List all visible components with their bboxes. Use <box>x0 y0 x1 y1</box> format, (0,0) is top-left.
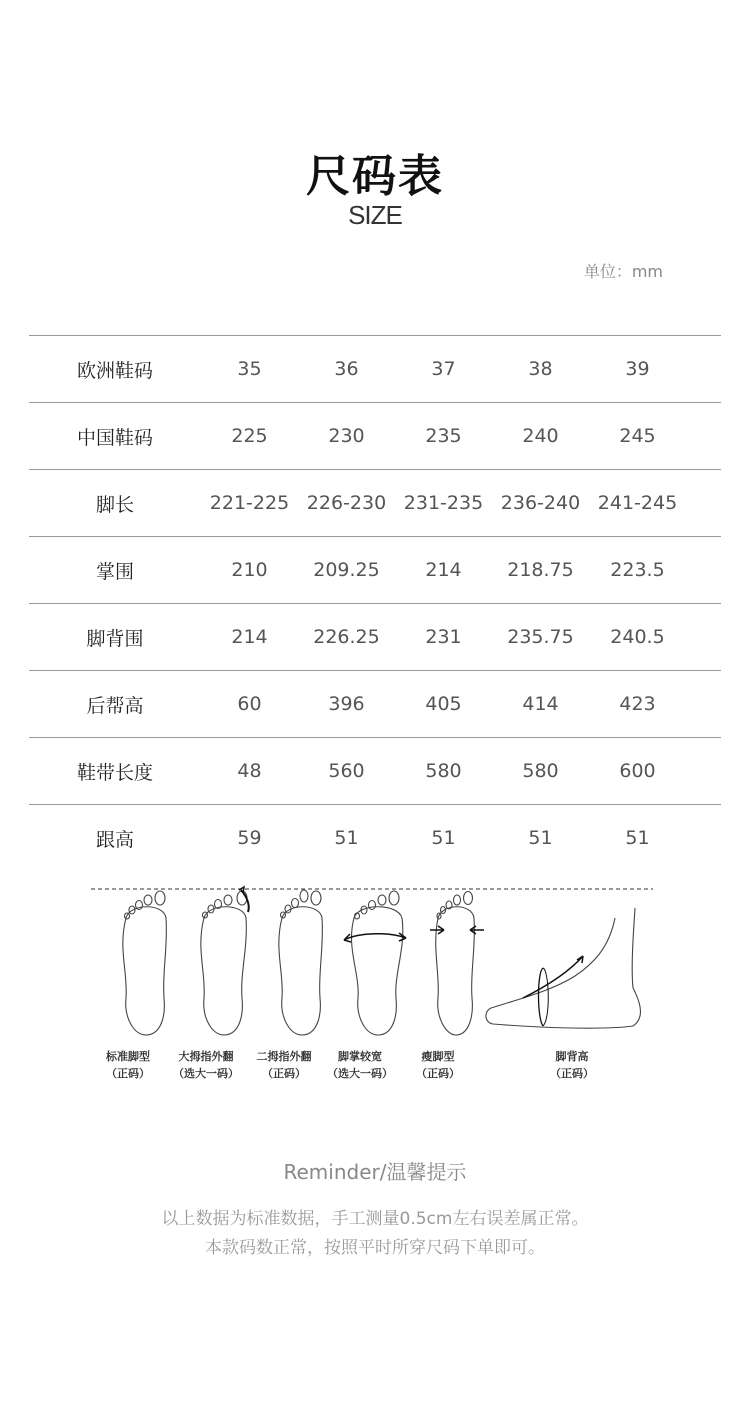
size-value-cell: 51 <box>589 805 686 872</box>
foot-type-name: 标准脚型 <box>106 1050 150 1063</box>
foot-type-illustration <box>88 878 668 1093</box>
row-label: 脚长 <box>29 470 201 537</box>
thin-foot-icon <box>430 892 484 1036</box>
size-value-cell: 396 <box>298 671 395 738</box>
size-value-cell: 60 <box>201 671 298 738</box>
foot-sketches <box>88 878 668 1038</box>
row-spacer <box>686 604 721 671</box>
size-value-cell: 35 <box>201 336 298 403</box>
standard-foot-icon <box>123 891 167 1035</box>
size-value-cell: 51 <box>298 805 395 872</box>
size-value-cell: 210 <box>201 537 298 604</box>
foot-type-caption <box>522 1048 622 1082</box>
high-instep-foot-icon <box>486 908 641 1028</box>
second-toe-valgus-foot-icon <box>279 890 323 1035</box>
size-value-cell: 405 <box>395 671 492 738</box>
foot-type-name: 大拇指外翻 <box>178 1050 234 1063</box>
size-value-cell: 223.5 <box>589 537 686 604</box>
row-spacer <box>686 738 721 805</box>
table-row <box>29 336 721 403</box>
foot-type-advice: （正码） <box>106 1067 150 1080</box>
size-value-cell: 423 <box>589 671 686 738</box>
size-value-cell: 214 <box>395 537 492 604</box>
size-value-cell: 231 <box>395 604 492 671</box>
reminder-title: Reminder/温馨提示 <box>283 1160 467 1184</box>
size-value-cell: 560 <box>298 738 395 805</box>
table-row <box>29 470 721 537</box>
unit-label: 单位：mm <box>583 262 663 281</box>
reminder-line-1: 以上数据为标准数据，手工测量0.5cm左右误差属正常。 <box>161 1209 589 1229</box>
size-value-cell: 241-245 <box>589 470 686 537</box>
table-row <box>29 604 721 671</box>
size-value-cell: 235.75 <box>492 604 589 671</box>
size-value-cell: 245 <box>589 403 686 470</box>
size-value-cell: 36 <box>298 336 395 403</box>
size-value-cell: 231-235 <box>395 470 492 537</box>
row-label: 跟高 <box>29 805 201 872</box>
size-value-cell: 580 <box>492 738 589 805</box>
row-spacer <box>686 537 721 604</box>
size-value-cell: 39 <box>589 336 686 403</box>
row-spacer <box>686 336 721 403</box>
row-label: 掌围 <box>29 537 201 604</box>
size-value-cell: 51 <box>492 805 589 872</box>
table-row <box>29 805 721 872</box>
size-value-cell: 48 <box>201 738 298 805</box>
row-spacer <box>686 671 721 738</box>
big-toe-valgus-foot-icon <box>201 887 249 1035</box>
size-value-cell: 214 <box>201 604 298 671</box>
foot-type-name: 脚背高 <box>555 1050 589 1063</box>
size-value-cell: 230 <box>298 403 395 470</box>
size-value-cell: 235 <box>395 403 492 470</box>
foot-type-name: 脚掌较宽 <box>338 1050 382 1063</box>
size-value-cell: 226-230 <box>298 470 395 537</box>
foot-type-caption <box>388 1048 488 1082</box>
page-title: 尺码表 <box>306 151 444 202</box>
size-value-cell: 59 <box>201 805 298 872</box>
row-label: 中国鞋码 <box>29 403 201 470</box>
size-value-cell: 600 <box>589 738 686 805</box>
size-value-cell: 209.25 <box>298 537 395 604</box>
size-value-cell: 38 <box>492 336 589 403</box>
table-row <box>29 671 721 738</box>
size-value-cell: 240.5 <box>589 604 686 671</box>
foot-type-advice: （正码） <box>262 1067 306 1080</box>
size-value-cell: 37 <box>395 336 492 403</box>
table-row <box>29 738 721 805</box>
size-value-cell: 580 <box>395 738 492 805</box>
row-spacer <box>686 403 721 470</box>
foot-type-advice: （正码） <box>416 1067 460 1080</box>
row-label: 后帮高 <box>29 671 201 738</box>
size-value-cell: 51 <box>395 805 492 872</box>
wide-forefoot-icon <box>344 891 406 1035</box>
size-value-cell: 225 <box>201 403 298 470</box>
table-row <box>29 537 721 604</box>
foot-type-name: 二拇指外翻 <box>256 1050 312 1063</box>
foot-type-advice: （选大一码） <box>173 1067 239 1080</box>
size-value-cell: 226.25 <box>298 604 395 671</box>
size-value-cell: 236-240 <box>492 470 589 537</box>
row-label: 脚背围 <box>29 604 201 671</box>
row-label: 欧洲鞋码 <box>29 336 201 403</box>
row-spacer <box>686 805 721 872</box>
row-spacer <box>686 470 721 537</box>
size-value-cell: 240 <box>492 403 589 470</box>
reminder-line-2: 本款码数正常，按照平时所穿尺码下单即可。 <box>205 1238 545 1258</box>
size-value-cell: 218.75 <box>492 537 589 604</box>
table-row <box>29 403 721 470</box>
foot-type-advice: （选大一码） <box>327 1067 393 1080</box>
size-table <box>29 335 721 872</box>
foot-type-advice: （正码） <box>550 1067 594 1080</box>
size-value-cell: 221-225 <box>201 470 298 537</box>
size-value-cell: 414 <box>492 671 589 738</box>
page-subtitle: SIZE <box>348 200 402 230</box>
row-label: 鞋带长度 <box>29 738 201 805</box>
foot-type-name: 瘦脚型 <box>421 1050 455 1063</box>
